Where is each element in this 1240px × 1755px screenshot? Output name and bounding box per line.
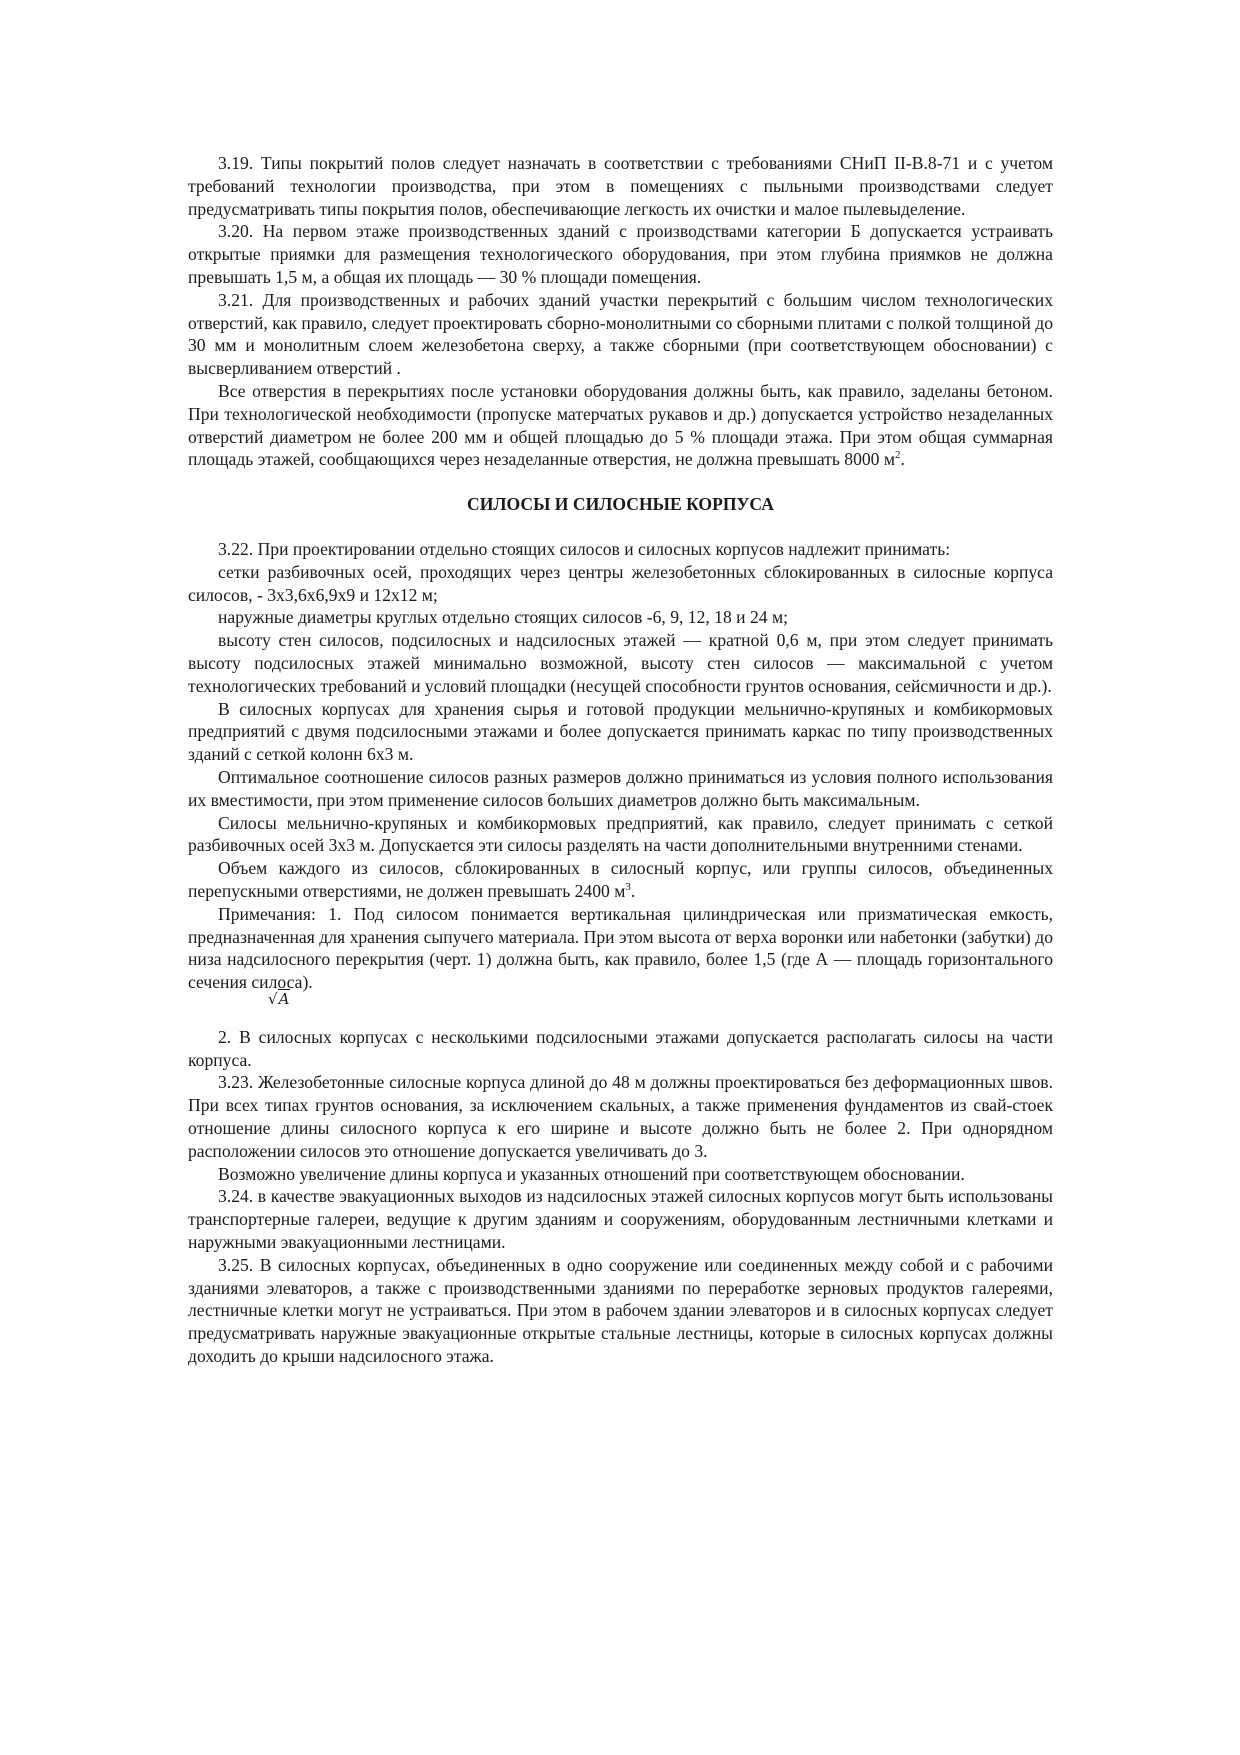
paragraph-3-22: 3.22. При проектировании отдельно стоящих силосов и силосных корпусов надлежит принимать: — [218, 538, 951, 559]
paragraph-3-21-openings — [188, 380, 1053, 471]
paragraph-3-22-silos: Силосы мельнично-крупяных и комбикормовых предприятий, как правило, следует принимать с сеткой разбивочных осей 3х3 м. Допускается эти силосы разделять на части дополнительными внутренними стенами. — [188, 812, 1053, 856]
sqrt-variable: A — [278, 989, 290, 1008]
paragraph-3-22-volume — [188, 857, 1053, 903]
paragraph-3-25: 3.25. В силосных корпусах, объединенных в одно сооружение или соединенных между собой и с рабочими зданиями элеваторов, а также с производственными зданиями по переработке зерновых продуктов галереями, лестничные клетки могут не устраиваться. При этом в рабочем здании элеваторов и в силосных корпусах следует предусматривать наружные эвакуационные открытые стальные лестницы, которые в силосных корпусах должны доходить до крыши надсилосного этажа. — [188, 1254, 1053, 1367]
note-2: 2. В силосных корпусах с несколькими подсилосными этажами допускается располагать силосы на части корпуса. — [188, 1026, 1053, 1070]
paragraph-3-22-grid: сетки разбивочных осей, проходящих через центры железобетонных сблокированных в силосные корпуса силосов, - 3х3,6х6,9х9 и 12х12 м; — [188, 561, 1053, 605]
paragraph-3-24: 3.24. в качестве эвакуационных выходов из надсилосных этажей силосных корпусов могут быть использованы транспортерные галереи, ведущие к другим зданиям и сооружениям, оборудованным лестничными клетками и наружными эвакуационными лестницами. — [188, 1186, 1053, 1253]
paragraph-3-23: 3.23. Железобетонные силосные корпуса длиной до 48 м должны проектироваться без деформационных швов. При всех типах грунтов основания, за исключением скальных, а также применения фундаментов из свай-стоек отношение длины силосного корпуса к его ширине и высоте должно быть не более 2. При однорядном расположении силосов это отношение допускается увеличивать до 3. — [188, 1072, 1053, 1161]
paragraph-end: . — [630, 880, 636, 901]
paragraph-3-22-heights: высоту стен силосов, подсилосных и надсилосных этажей — кратной 0,6 м, при этом следует принимать высоту подсилосных этажей минимально возможной, высоту стен силосов — максимальной с учетом технологических требований и условий площадки (несущей способности грунтов основания, сейсмичности и др.). — [188, 630, 1053, 696]
paragraph-end: . — [900, 449, 905, 470]
superscript: 3 — [625, 881, 631, 894]
paragraph-3-19: 3.19. Типы покрытий полов следует назначать в соответствии с требованиями СНиП II-В.8-71 и с учетом требований технологии производства, при этом в помещениях с пыльными производствами следует предусматривать типы покрытия полов, обеспечивающие легкость их очистки и малое пылевыделение. — [188, 153, 1053, 219]
sqrt-sign: √ — [268, 989, 278, 1008]
paragraph-text: Объем каждого из силосов, сблокированных в силосный корпус, или группы силосов, объединенных перепускными отверстиями, не должен превышать 2400 м — [188, 858, 1053, 901]
paragraph-3-20: 3.20. На первом этаже производственных зданий с производствами категории Б допускается устраивать открытые приямки для размещения технологического оборудования, при этом глубина приямков не должна превышать 1,5 м, а общая их площадь — 30 % площади помещения. — [188, 221, 1053, 287]
paragraph-3-21: 3.21. Для производственных и рабочих зданий участки перекрытий с большим числом технологических отверстий, как правило, следует проектировать сборно-монолитными со сборными плитами с полкой толщиной до 30 мм и монолитным слоем железобетона сверху, а также сборными (при соответствующем обосновании) с высверливанием отверстий . — [188, 289, 1053, 379]
paragraph-3-22-ratio: Оптимальное соотношение силосов разных размеров должно приниматься из условия полного использования их вместимости, при этом применение силосов больших диаметров должно быть максимальным. — [188, 766, 1053, 810]
paragraph-3-22-diameters: наружные диаметры круглых отдельно стоящих силосов -6, 9, 12, 18 и 24 м; — [218, 607, 789, 628]
formula-line — [188, 989, 1053, 1016]
section-heading: СИЛОСЫ И СИЛОСНЫЕ КОРПУСА — [467, 494, 774, 515]
note-1: Примечания: 1. Под силосом понимается вертикальная цилиндрическая или призматическая емкость, предназначенная для хранения сыпучего материала. При этом высота от верха воронки или набетонки (забутки) до низа надсилосного перекрытия (черт. 1) должна быть, как правило, более 1,5 (где А — площадь горизонтального сечения силоса). — [188, 903, 1053, 993]
paragraph-text: Все отверстия в перекрытиях после установки оборудования должны быть, как правило, заделаны бетоном. При технологической необходимости (пропуске матерчатых рукавов и др.) допускается устройство незаделанных отверстий диаметром не более 200 мм и общей площадью до 5 % площади этажа. При этом общая суммарная площадь этажей, сообщающихся через незаделанные отверстия, не должна превышать 8000 м — [188, 380, 1053, 470]
superscript: 2 — [895, 449, 901, 462]
paragraph-3-23-extra: Возможно увеличение длины корпуса и указанных отношений при соответствующем обосновании. — [218, 1163, 965, 1184]
paragraph-3-22-frame: В силосных корпусах для хранения сырья и готовой продукции мельнично-крупяных и комбикормовых предприятий с двумя подсилосными этажами и более допускается принимать каркас по типу производственных зданий с сеткой колонн 6х3 м. — [188, 698, 1053, 765]
document-page — [188, 152, 1053, 1368]
sqrt-formula — [268, 988, 290, 1011]
